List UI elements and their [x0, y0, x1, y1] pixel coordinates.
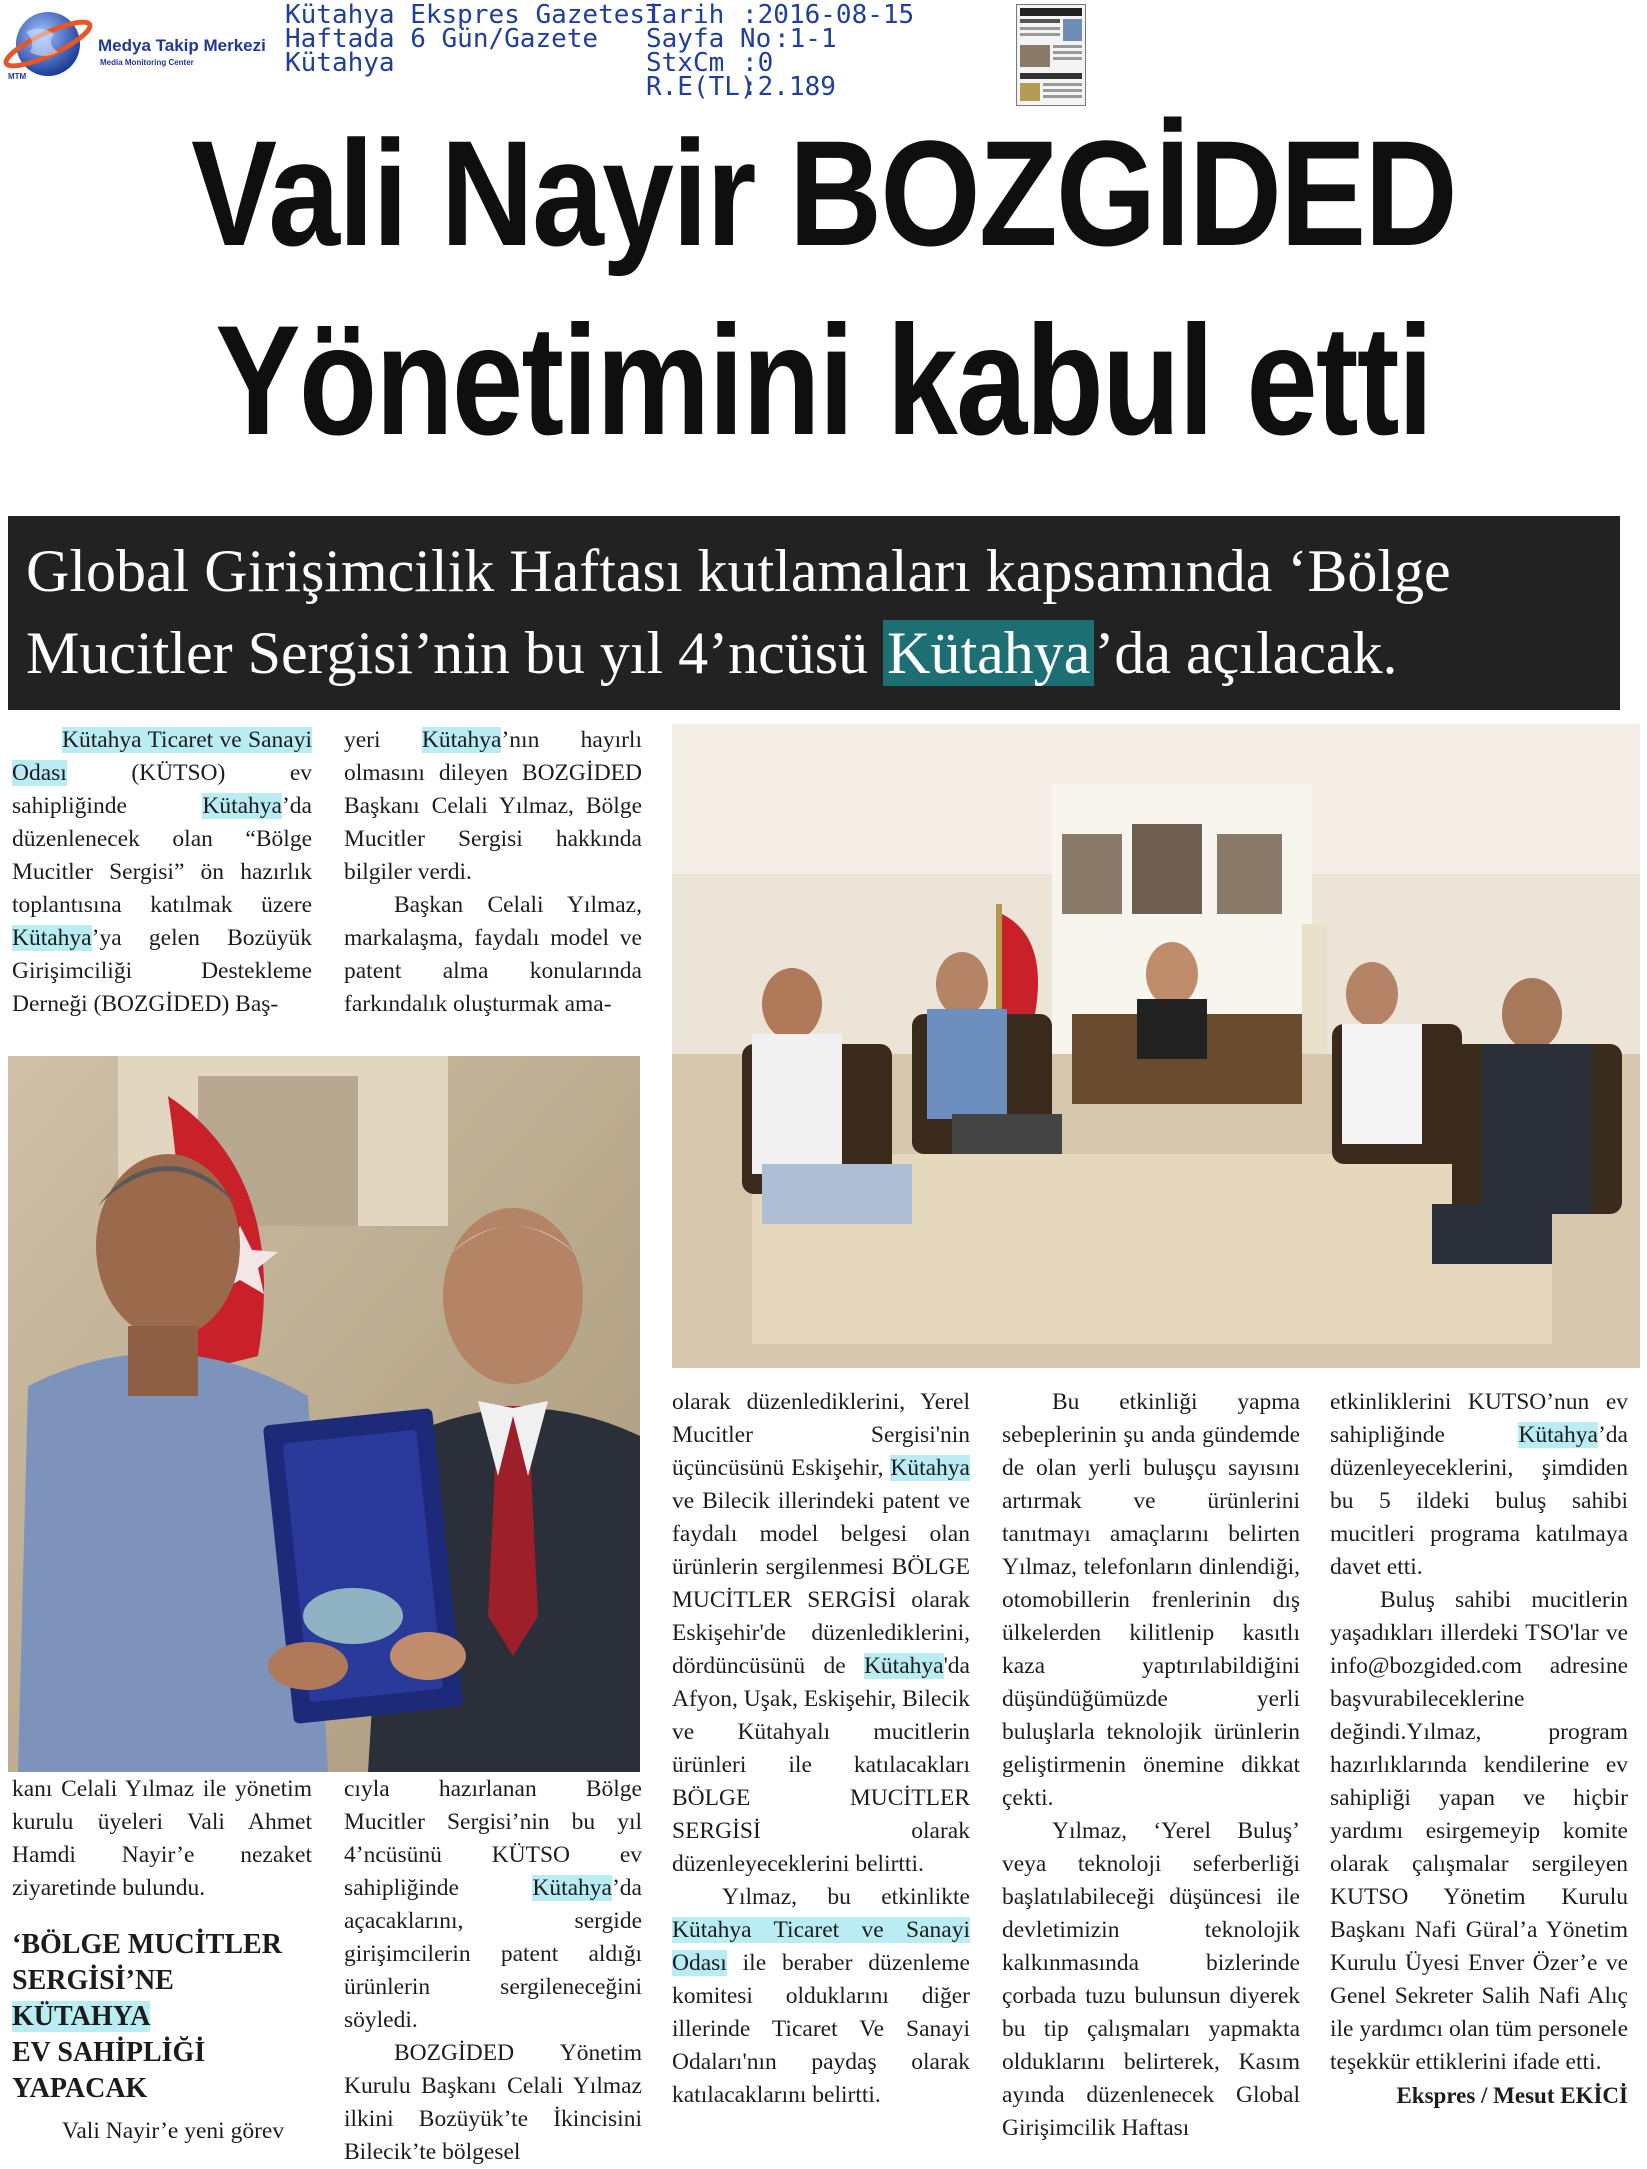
highlight-kutahya: Kütahya [890, 1455, 970, 1481]
byline-credit: Ekspres / Mesut EKİCİ [1396, 2083, 1628, 2108]
source-frequency: Haftada 6 Gün/Gazete [285, 24, 599, 54]
highlight-kutahya: Kütahya [421, 727, 502, 753]
article-column-1-bottom [12, 1773, 312, 2148]
stxcm-value: :0 [742, 48, 774, 78]
text-run: yeri [344, 727, 422, 753]
article-column-2-bottom [344, 1773, 642, 2169]
page-thumbnail [1016, 4, 1086, 106]
photo-meeting-room [672, 724, 1640, 1368]
article-paragraph: Buluş sahibi mucitlerin yaşadıkları illerdeki TSO'lar ve info@bozgided.com adresine başvurabileceklerine değindi.Yılmaz, program hazırlıklarında kendilerine ev sahipliği yapan ve hiçbir yardımı esirgemeyip komite olarak çalışmalar sergileyen KUTSO Yönetim Kurulu Başkanı Nafi Güral’a Yönetim Kurulu Üyesi Enver Özer’e ve Genel Sekreter Salih Nafi Alıç ile yardımcı olan tüm personele teşekkür ettiklerini ifade etti. [1330, 1587, 1628, 2075]
subheadline-text-end: ’da açılacak. [1094, 620, 1398, 686]
text-run: 'da Afyon, Uşak, Eskişehir, Bilecik ve Kütahyalı mucitlerin ürünleri ile katılacakları BÖLGE MUCİTLER SERGİSİ olarak düzenleyeceklerini belirtti. [672, 1653, 970, 1877]
text-run: etkinliklerini KUTSO’nun ev sahipliğinde [1330, 1389, 1628, 1448]
subheadline-highlight: Kütahya [883, 620, 1094, 686]
date-label: Tarih [646, 0, 725, 30]
text-run: olarak düzenlediklerini, Yerel Mucitler Sergisi'nin üçüncüsünü Eskişehir, [672, 1389, 970, 1481]
text-run: ’da düzenlenecek olan “Bölge Mucitler Sergisi” ön hazırlık toplantısına katılmak üzere [12, 793, 312, 918]
headline-line-2: Yönetimini kabul etti [215, 294, 1432, 468]
text-run: cıyla hazırlanan Bölge Mucitler Sergisi’nin bu yıl 4’ncüsünü KÜTSO ev sahipliğinde [344, 1776, 642, 1901]
page-label: Sayfa No [646, 24, 772, 54]
re-value: :2.189 [742, 72, 836, 102]
text-run: ’nın hayırlı olmasını dileyen BOZGİDED Başkanı Celali Yılmaz, Bölge Mucitler Sergisi hakkında bilgiler verdi. [344, 727, 642, 885]
highlight-kutahya: Kütahya [202, 793, 282, 819]
text-run: Yılmaz, bu etkinlikte [722, 1884, 970, 1910]
newspaper-thumbnail-icon [1017, 5, 1085, 105]
article-column-4 [1002, 1386, 1300, 2145]
meeting-room-photo-icon [672, 724, 1640, 1368]
highlight-kutahya: Kütahya [12, 925, 92, 951]
stxcm-label: StxCm [646, 48, 725, 78]
page-value: :1-1 [774, 24, 837, 54]
article-paragraph [672, 1386, 970, 1881]
article-paragraph: Vali Nayir’e yeni görev [62, 2118, 285, 2144]
article-column-3 [672, 1386, 970, 2112]
source-publication: Kütahya Ekspres Gazetesi [285, 0, 661, 30]
article-paragraph: BOZGİDED Yönetim Kurulu Başkanı Celali Yılmaz ilkini Bozüyük’te İkincisini Bilecik’te bölgesel [344, 2040, 642, 2165]
highlight-kutahya: Kütahya [863, 1653, 944, 1679]
subhead-text: ‘BÖLGE MUCİTLER SERGİSİ’NE [12, 1929, 282, 1996]
media-monitoring-logo [0, 0, 280, 90]
article-paragraph [1330, 1386, 1628, 1584]
section-subhead [12, 1927, 312, 2107]
headline-line-1: Vali Nayir BOZGİDED [191, 109, 1456, 277]
subheadline-band [8, 516, 1620, 710]
highlight-kutso: Kütahya Ticaret ve Sanayi Odası [12, 727, 312, 786]
article-paragraph [344, 724, 642, 889]
text-run: (KÜTSO) ev sahipliğinde [12, 760, 312, 819]
text-run: ve Bilecik illerindeki patent ve faydalı model belgesi olan ürünlerin sergilenmesi BÖLGE MUCİTLER SERGİSİ olarak Eskişehir'de düzenlediklerini, dördüncüsünü de [672, 1488, 970, 1679]
article-paragraph: Bu etkinliği yapma sebeplerinin şu anda gündemde de olan yerli buluşçu sayısını artırmak ve ürünlerini tanıtmayı amaçlarını belirten Yılmaz, telefonların dinlendiği, otomobillerin frenlerinin dış ülkelerden kilitlenip kasıtlı kaza yaptırılabildiğini düşündüğümüzde yerli buluşlarla teknolojik ürünlerin geliştirmenin önemine dikkat çekti. [1002, 1389, 1300, 1811]
article-paragraph [344, 1773, 642, 2037]
subhead-highlight: KÜTAHYA [12, 2001, 151, 2032]
article-column-2-top [344, 724, 642, 1021]
article-paragraph [672, 1881, 970, 2112]
article-paragraph: Başkan Celali Yılmaz, markalaşma, faydalı model ve patent alma konularında farkındalık oluşturmak ama- [344, 892, 642, 1017]
subheadline-text: Global Girişimcilik Haftası kutlamaları kapsamında ‘Bölge Mucitler Sergisi’nin bu yıl 4’ncüsü [26, 538, 1451, 686]
logo-subtitle: Media Monitoring Center [100, 58, 194, 67]
text-run: ’ya gelen Bozüyük Girişimciliği Destekleme Derneği (BOZGİDED) Baş- [12, 925, 312, 1017]
logo-abbr: MTM [8, 72, 27, 81]
source-city: Kütahya [285, 48, 395, 78]
highlight-kutso: Kütahya Ticaret ve Sanayi Odası [672, 1917, 970, 1976]
re-label: R.E(TL) [646, 72, 756, 102]
subhead-text-end: EV SAHİPLİĞİ YAPACAK [12, 2037, 206, 2104]
photo-plaque-presentation [8, 1056, 640, 1772]
article-column-1-top [12, 724, 312, 1021]
highlight-kutahya: Kütahya [532, 1875, 612, 1901]
logo-name: Medya Takip Merkezi [98, 36, 266, 55]
article-paragraph: Yılmaz, ‘Yerel Buluş’ veya teknoloji seferberliği başlatılabileceği düşüncesi ile devletimizin teknolojik kalkınmasında bizlerinde çorbada tuzu bulunsun diyerek bu tip çalışmaları yapmakta olduklarını belirterek, Kasım ayında düzenlenecek Global Girişimcilik Haftası [1002, 1818, 1300, 2141]
highlight-kutahya: Kütahya [1518, 1422, 1598, 1448]
plaque-presentation-photo-icon [8, 1056, 640, 1772]
date-value: :2016-08-15 [742, 0, 915, 30]
text-run: ’da açacaklarını, sergide girişimcilerin patent aldığı ürünlerin sergileneceğini söyledi. [344, 1875, 642, 2033]
article-column-5 [1330, 1386, 1628, 2112]
article-paragraph: kanı Celali Yılmaz ile yönetim kurulu üyeleri Vali Ahmet Hamdi Nayir’e nezaket ziyaretinde bulundu. [12, 1776, 312, 1901]
article-paragraph [12, 724, 312, 1021]
text-run: ’da düzenleyeceklerini, şimdiden bu 5 ildeki buluş sahibi mucitleri programa katılmaya davet etti. [1330, 1422, 1628, 1580]
text-run: ile beraber düzenleme komitesi olduklarını diğer illerinde Ticaret Ve Sanayi Odaları'nın paydaş olarak katılacaklarını belirtti. [672, 1950, 970, 2108]
